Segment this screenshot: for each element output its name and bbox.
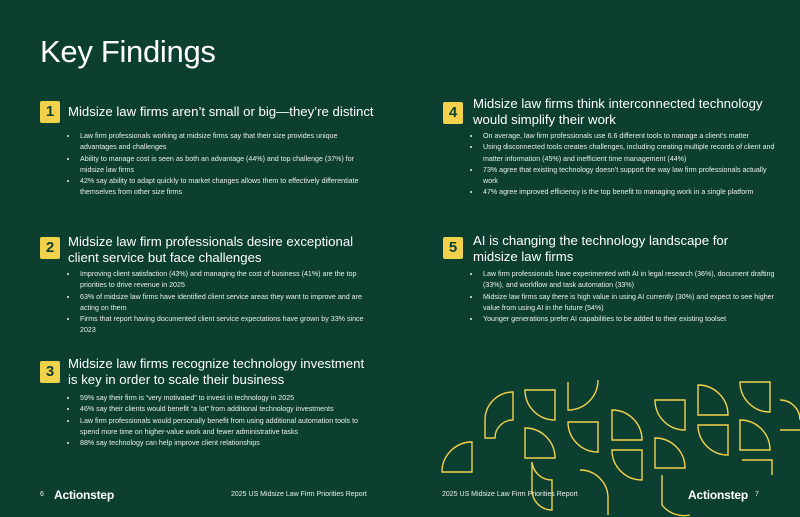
- right-page-number: 7: [755, 491, 759, 498]
- left-page-number: 6: [40, 491, 44, 498]
- list-item: • 47% agree improved efficiency is the top benefit to managing work in a single platform: [481, 187, 781, 198]
- brand-logo-left: Actionstep: [54, 488, 115, 502]
- report-title-left: 2025 US Midsize Law Firm Priorities Report: [231, 491, 367, 498]
- list-item: • Law firm professionals have experimented with AI in legal research (36%), document drafting (33%), and workflow and task automation (33%): [481, 269, 781, 292]
- finding-1-bullets: [68, 131, 368, 199]
- finding-3-bullets: [68, 393, 374, 449]
- list-item: • 59% say their firm is “very motivated” to invest in technology in 2025: [78, 393, 374, 404]
- finding-title: Midsize law firm professionals desire exceptional client service but face challenges: [68, 234, 354, 265]
- finding-4-bullets: [471, 131, 781, 199]
- list-item: • 63% of midsize law firms have identified client service areas they want to improve and are acting on them: [78, 292, 368, 315]
- list-item: • Law firm professionals working at midsize firms say that their size provides unique advantages and challenges: [78, 131, 368, 154]
- finding-number-badge: 5: [443, 237, 463, 259]
- list-item: • 73% agree that existing technology doesn’t support the way law firm professionals actually work: [481, 165, 781, 188]
- page-title: Key Findings: [40, 34, 216, 69]
- finding-title: Midsize law firms recognize technology investment is key in order to scale their business: [68, 356, 365, 387]
- finding-2-bullets: [68, 269, 368, 337]
- list-item: • Using disconnected tools creates challenges, including creating multiple records of client and matter information (45%) and inefficient time management (44%): [481, 142, 781, 165]
- finding-number-badge: 2: [40, 237, 60, 259]
- finding-number-badge: 4: [443, 102, 463, 124]
- list-item: • 46% say their clients would benefit “a lot” from additional technology investments: [78, 404, 374, 415]
- brand-logo-right: Actionstep: [688, 488, 749, 502]
- finding-5-bullets: [471, 269, 781, 325]
- finding-title: AI is changing the technology landscape for midsize law firms: [473, 233, 729, 264]
- finding-title: Midsize law firms aren’t small or big—they’re distinct: [68, 104, 374, 119]
- list-item: • 42% say ability to adapt quickly to market changes allows them to effectively differentiate themselves from other size firms: [78, 176, 368, 199]
- list-item: • 88% say technology can help improve client relationships: [78, 438, 374, 449]
- report-title-right: 2025 US Midsize Law Firm Priorities Report: [442, 491, 578, 498]
- list-item: • Improving client satisfaction (43%) and managing the cost of business (41%) are the top priorities to drive revenue in 2025: [78, 269, 368, 292]
- list-item: • Law firm professionals would personally benefit from using additional automation tools to spend more time on higher-value work and fewer administrative tasks: [78, 416, 374, 439]
- finding-number-badge: 3: [40, 361, 60, 383]
- finding-title: Midsize law firms think interconnected technology would simplify their work: [473, 96, 763, 127]
- list-item: • Firms that report having documented client service expectations have grown by 33% since 2023: [78, 314, 368, 337]
- list-item: • Midsize law firms say there is high value in using AI currently (30%) and expect to see higher value from using AI in the future (54%): [481, 292, 781, 315]
- finding-number-badge: 1: [40, 101, 60, 123]
- list-item: • Ability to manage cost is seen as both an advantage (44%) and top challenge (37%) for midsize law firms: [78, 154, 368, 177]
- list-item: • On average, law firm professionals use 6.6 different tools to manage a client’s matter: [481, 131, 781, 142]
- list-item: • Younger generations prefer AI capabilities to be added to their existing toolset: [481, 314, 781, 325]
